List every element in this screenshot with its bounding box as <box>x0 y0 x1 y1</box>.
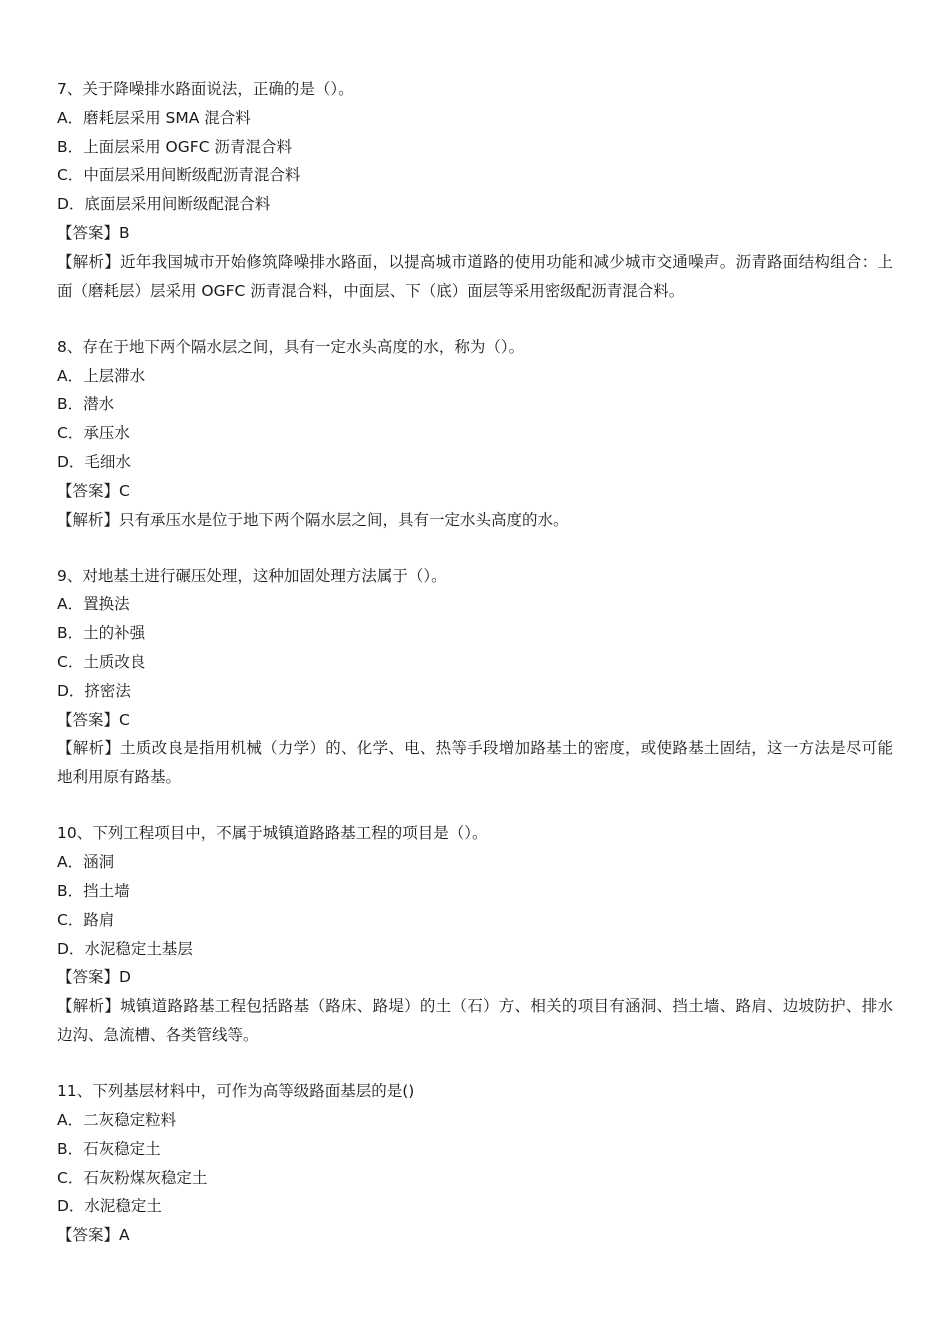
option-c: C．承压水 <box>57 424 130 443</box>
question-stem: 7、关于降噪排水路面说法，正确的是（）。 <box>57 80 354 98</box>
option-a: A．上层滞水 <box>57 366 146 385</box>
option-c: C．石灰粉煤灰稳定土 <box>57 1168 208 1187</box>
option-d: D．毛细水 <box>57 452 131 471</box>
option-b: B．石灰稳定土 <box>57 1139 161 1158</box>
analysis: 【解析】城镇道路路基工程包括路基（路床、路堤）的土（石）方、相关的项目有涵洞、挡土墙、路肩、边坡防护、排水边沟、急流槽、各类管线等。 <box>57 997 893 1045</box>
option-b: B．上面层采用 OGFC 沥青混合料 <box>57 137 292 156</box>
option-c: C．路肩 <box>57 910 115 929</box>
option-a: A．涵洞 <box>57 853 115 872</box>
question-stem: 10、下列工程项目中，不属于城镇道路路基工程的项目是（）。 <box>57 824 488 843</box>
question-10 <box>57 819 893 1050</box>
answer: 【答案】D <box>57 968 131 987</box>
option-b: B．挡土墙 <box>57 881 130 900</box>
option-b: B．土的补强 <box>57 624 146 643</box>
answer: 【答案】C <box>57 481 130 500</box>
question-stem: 8、存在于地下两个隔水层之间，具有一定水头高度的水，称为（）。 <box>57 337 525 356</box>
option-d: D．水泥稳定土 <box>57 1197 162 1216</box>
option-b: B．潜水 <box>57 395 115 414</box>
option-a: A．磨耗层采用 SMA 混合料 <box>57 108 251 127</box>
answer: 【答案】A <box>57 1226 130 1245</box>
answer: 【答案】C <box>57 710 130 729</box>
analysis: 【解析】土质改良是指用机械（力学）的、化学、电、热等手段增加路基土的密度，或使路基土固结，这一方法是尽可能地利用原有路基。 <box>57 739 893 787</box>
option-c: C．土质改良 <box>57 652 146 671</box>
analysis: 【解析】近年我国城市开始修筑降噪排水路面，以提高城市道路的使用功能和减少城市交通噪声。沥青路面结构组合：上面（磨耗层）层采用 OGFC 沥青混合料，中面层、下（底）面层等采用密级配沥青混合料。 <box>57 252 893 300</box>
question-8 <box>57 333 893 535</box>
answer: 【答案】B <box>57 223 130 242</box>
option-d: D．水泥稳定土基层 <box>57 939 193 958</box>
option-c: C．中面层采用间断级配沥青混合料 <box>57 166 301 185</box>
analysis: 【解析】只有承压水是位于地下两个隔水层之间，具有一定水头高度的水。 <box>57 510 569 529</box>
question-stem: 11、下列基层材料中，可作为高等级路面基层的是() <box>57 1082 415 1101</box>
option-a: A．置换法 <box>57 595 130 614</box>
option-a: A．二灰稳定粒料 <box>57 1110 177 1129</box>
question-7 <box>57 75 893 306</box>
question-11 <box>57 1077 893 1250</box>
option-d: D．挤密法 <box>57 681 131 700</box>
question-stem: 9、对地基土进行碾压处理，这种加固处理方法属于（）。 <box>57 566 447 585</box>
question-9 <box>57 562 893 793</box>
option-d: D．底面层采用间断级配混合料 <box>57 195 271 214</box>
